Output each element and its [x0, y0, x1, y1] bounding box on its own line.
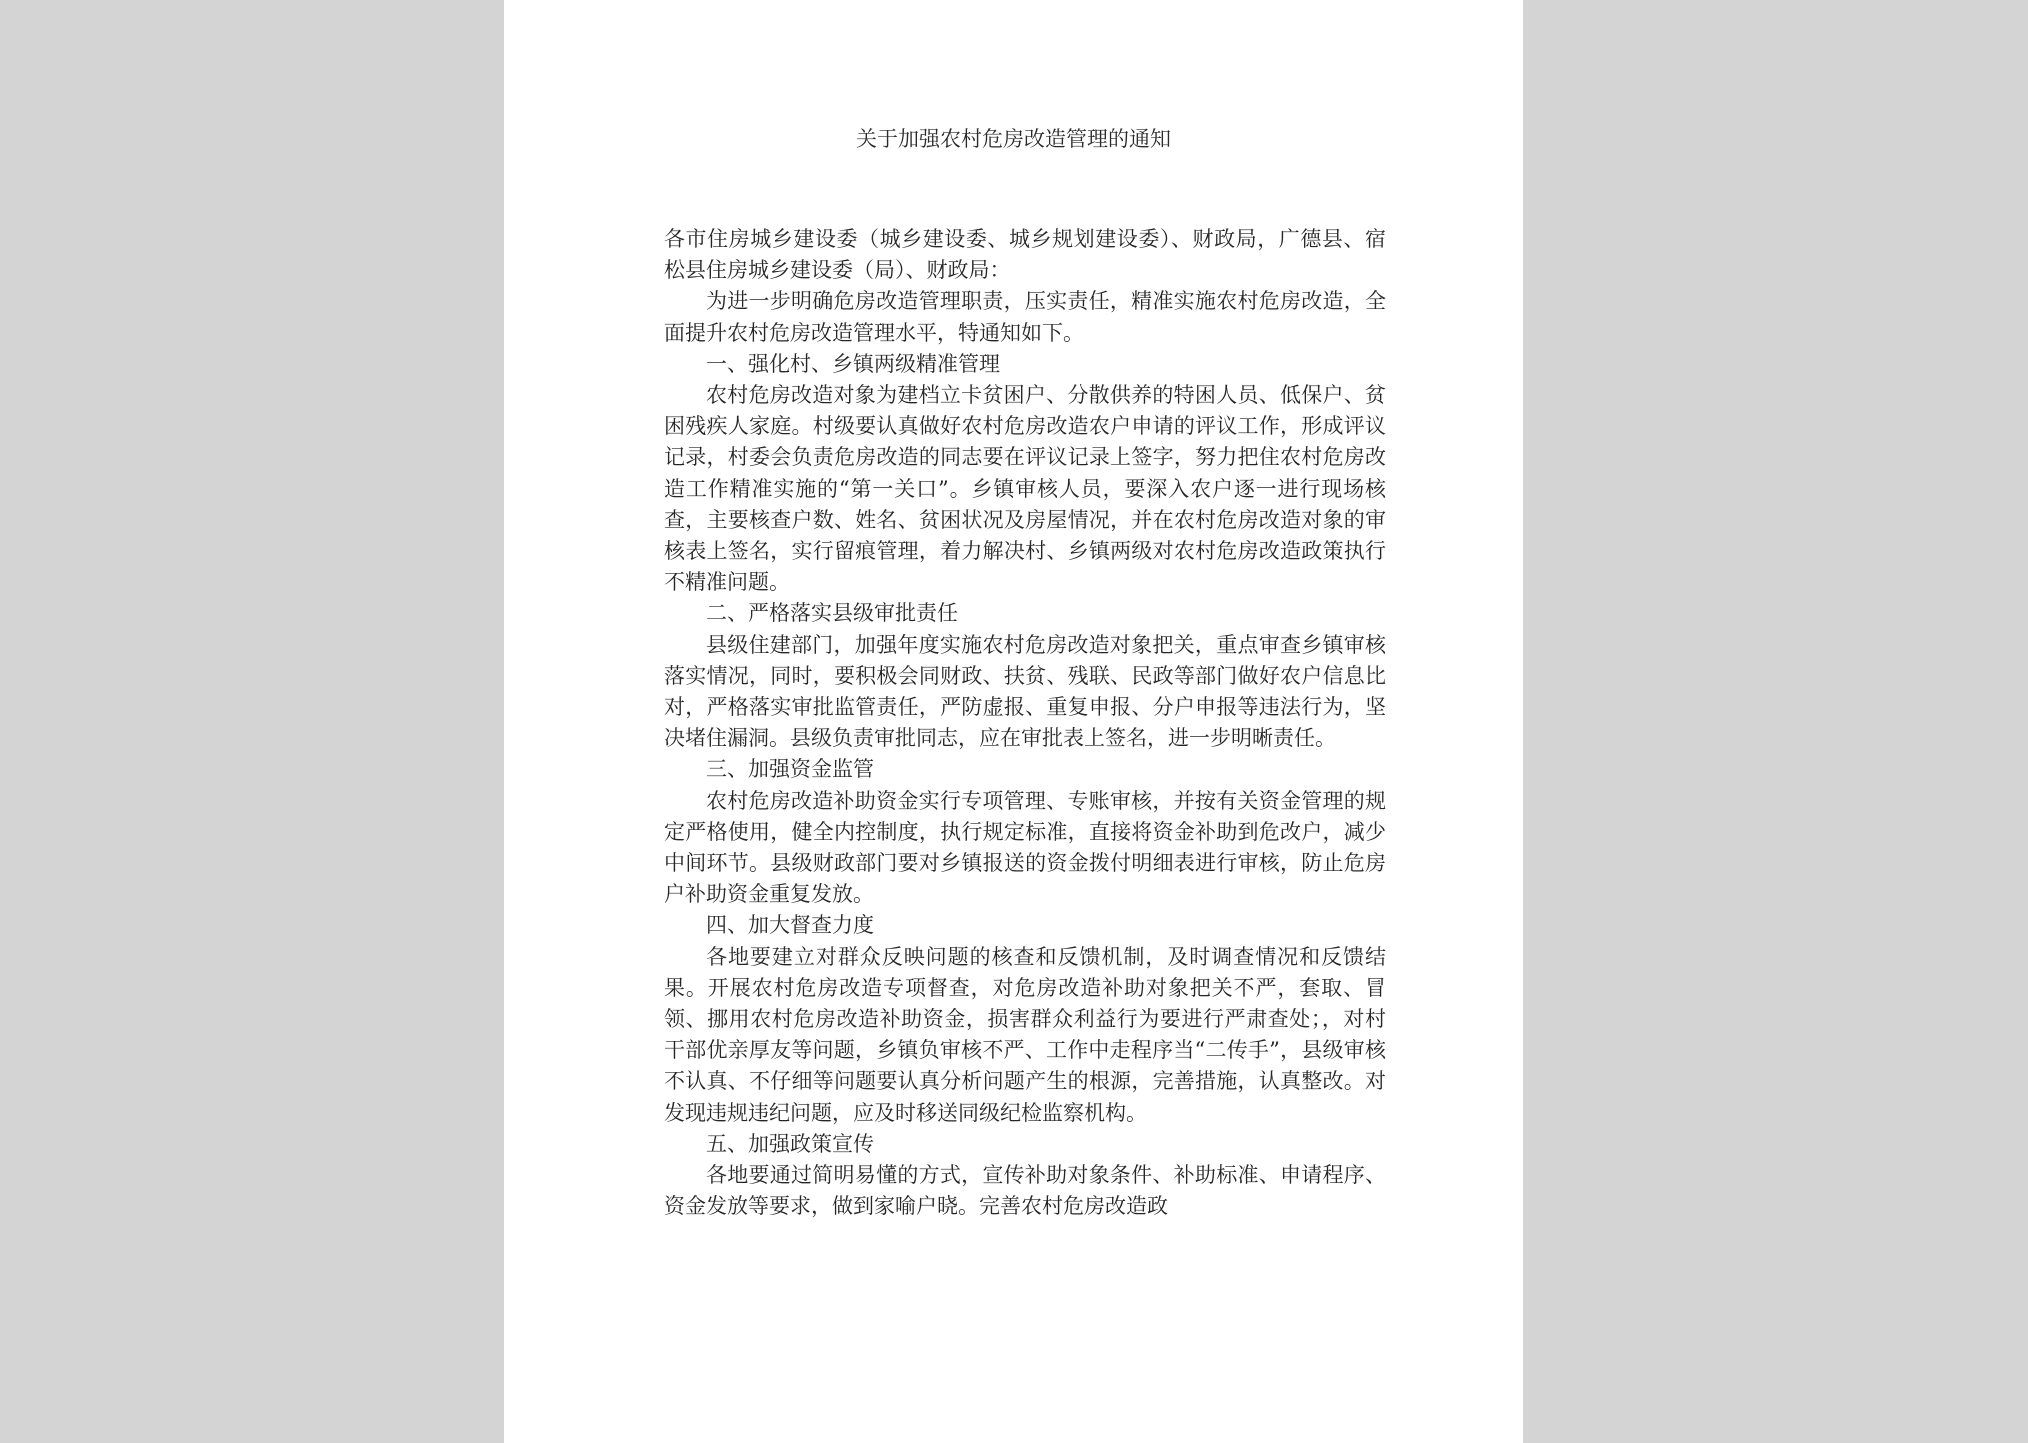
addressee-line: 各市住房城乡建设委（城乡建设委、城乡规划建设委）、财政局，广德县、宿松县住房城乡建设委（局）、财政局：	[664, 227, 1386, 283]
section-heading-3: 三、加强资金监管	[706, 757, 874, 782]
section-heading-1: 一、强化村、乡镇两级精准管理	[706, 351, 1000, 376]
section-heading-4: 四、加大督查力度	[706, 913, 874, 938]
intro-paragraph: 为进一步明确危房改造管理职责，压实责任，精准实施农村危房改造，全面提升农村危房改造管理水平，特通知如下。	[664, 289, 1386, 345]
section-heading-2: 二、严格落实县级审批责任	[706, 601, 958, 626]
section-body-4: 各地要建立对群众反映问题的核查和反馈机制，及时调查情况和反馈结果。开展农村危房改造专项督查，对危房改造补助对象把关不严，套取、冒领、挪用农村危房改造补助资金，损害群众利益行为要进行严肃查处；，对村干部优亲厚友等问题，乡镇负审核不严、工作中走程序当“二传手”，县级审核不认真、不仔细等问题要认真分析问题产生的根源，完善措施，认真整改。对发现违规违纪问题，应及时移送同级纪检监察机构。	[664, 944, 1386, 1125]
document-body	[664, 224, 1386, 1223]
section-body-3: 农村危房改造补助资金实行专项管理、专账审核，并按有关资金管理的规定严格使用，健全内控制度，执行规定标准，直接将资金补助到危改户，减少中间环节。县级财政部门要对乡镇报送的资金拨付明细表进行审核，防止危房户补助资金重复发放。	[664, 788, 1386, 907]
section-body-1: 农村危房改造对象为建档立卡贫困户、分散供养的特困人员、低保户、贫困残疾人家庭。村级要认真做好农村危房改造农户申请的评议工作，形成评议记录，村委会负责危房改造的同志要在评议记录上签字，努力把住农村危房改造工作精准实施的“第一关口”。乡镇审核人员，要深入农户逐一进行现场核查，主要核查户数、姓名、贫困状况及房屋情况，并在农村危房改造对象的审核表上签名，实行留痕管理，着力解决村、乡镇两级对农村危房改造政策执行不精准问题。	[664, 383, 1386, 595]
section-body-5: 各地要通过简明易懂的方式，宣传补助对象条件、补助标准、申请程序、资金发放等要求，做到家喻户晓。完善农村危房改造政	[664, 1163, 1386, 1219]
section-heading-5: 五、加强政策宣传	[706, 1131, 874, 1156]
section-body-2: 县级住建部门，加强年度实施农村危房改造对象把关，重点审查乡镇审核落实情况，同时，要积极会同财政、扶贫、残联、民政等部门做好农户信息比对，严格落实审批监管责任，严防虚报、重复申报、分户申报等违法行为，坚决堵住漏洞。县级负责审批同志，应在审批表上签名，进一步明晰责任。	[664, 632, 1386, 751]
document-page	[504, 0, 1523, 1443]
document-title: 关于加强农村危房改造管理的通知	[856, 127, 1171, 151]
